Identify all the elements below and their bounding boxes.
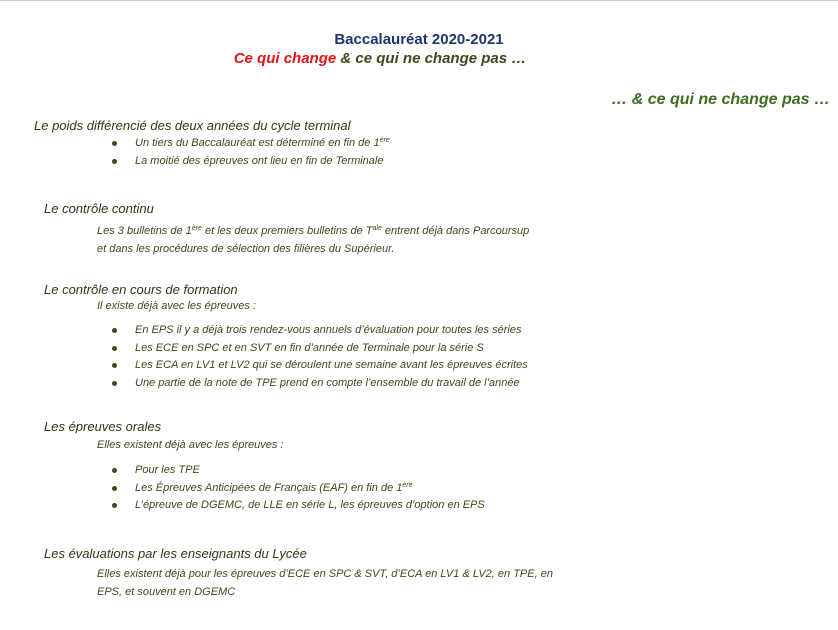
subtitle-rest: & ce qui ne change pas … <box>336 50 527 67</box>
section-4-intro: Elles existent déjà avec les épreuves : <box>97 439 284 451</box>
section-3-list <box>112 322 528 392</box>
section-5-heading: Les évaluations par les enseignants du Lycée <box>44 546 307 561</box>
list-item: La moitié des épreuves ont lieu en fin de Terminale <box>112 153 390 171</box>
top-border <box>0 0 838 1</box>
section-2-line-1: Les 3 bulletins de 1ère et les deux premiers bulletins de $T^{ale}$ entrent déjà dans Parcoursup <box>97 225 530 237</box>
list-item: En EPS il y a déjà trois rendez-vous annuels d’évaluation pour toutes les séries <box>112 322 528 340</box>
section-heading-right: … & ce qui ne change pas … <box>611 91 830 108</box>
section-2-line-2: et dans les procédures de sélection des filières du Supérieur. <box>97 243 395 255</box>
section-3-heading: Le contrôle en cours de formation <box>44 282 238 297</box>
section-4-list <box>112 462 485 515</box>
subtitle-highlight: Ce qui change <box>233 50 337 67</box>
page-subtitle <box>0 50 760 67</box>
section-5-line-2: EPS, et souvent en DGEMC <box>97 586 236 598</box>
section-1-list <box>112 135 390 170</box>
section-4-heading: Les épreuves orales <box>44 419 162 434</box>
section-5-text <box>97 565 553 601</box>
section-5-line-1: Elles existent déjà pour les épreuves d’ECE en SPC & SVT, d’ECA en LV1 & LV2, en TPE, en <box>97 568 553 580</box>
list-item: Les Épreuves Anticipées de Français (EAF) en fin de 1ère <box>112 480 485 498</box>
list-item: Une partie de la note de TPE prend en compte l’ensemble du travail de l’année <box>112 375 528 393</box>
list-item: L’épreuve de DGEMC, de LLE en série L, les épreuves d’option en EPS <box>112 497 485 515</box>
section-2-heading: Le contrôle continu <box>44 201 154 216</box>
page-title: Baccalauréat 2020-2021 <box>334 31 504 48</box>
list-item: Les ECE en SPC et en SVT en fin d’année de Terminale pour la série S <box>112 340 528 358</box>
section-3-intro: Il existe déjà avec les épreuves : <box>97 300 256 312</box>
list-item: Pour les TPE <box>112 462 485 480</box>
section-1-heading: Le poids différencié des deux années du cycle terminal <box>34 118 351 133</box>
section-2-text <box>97 222 529 258</box>
list-item: Les ECA en LV1 et LV2 qui se déroulent une semaine avant les épreuves écrites <box>112 357 528 375</box>
list-item: Un tiers du Baccalauréat est déterminé en fin de 1ère <box>112 135 390 153</box>
